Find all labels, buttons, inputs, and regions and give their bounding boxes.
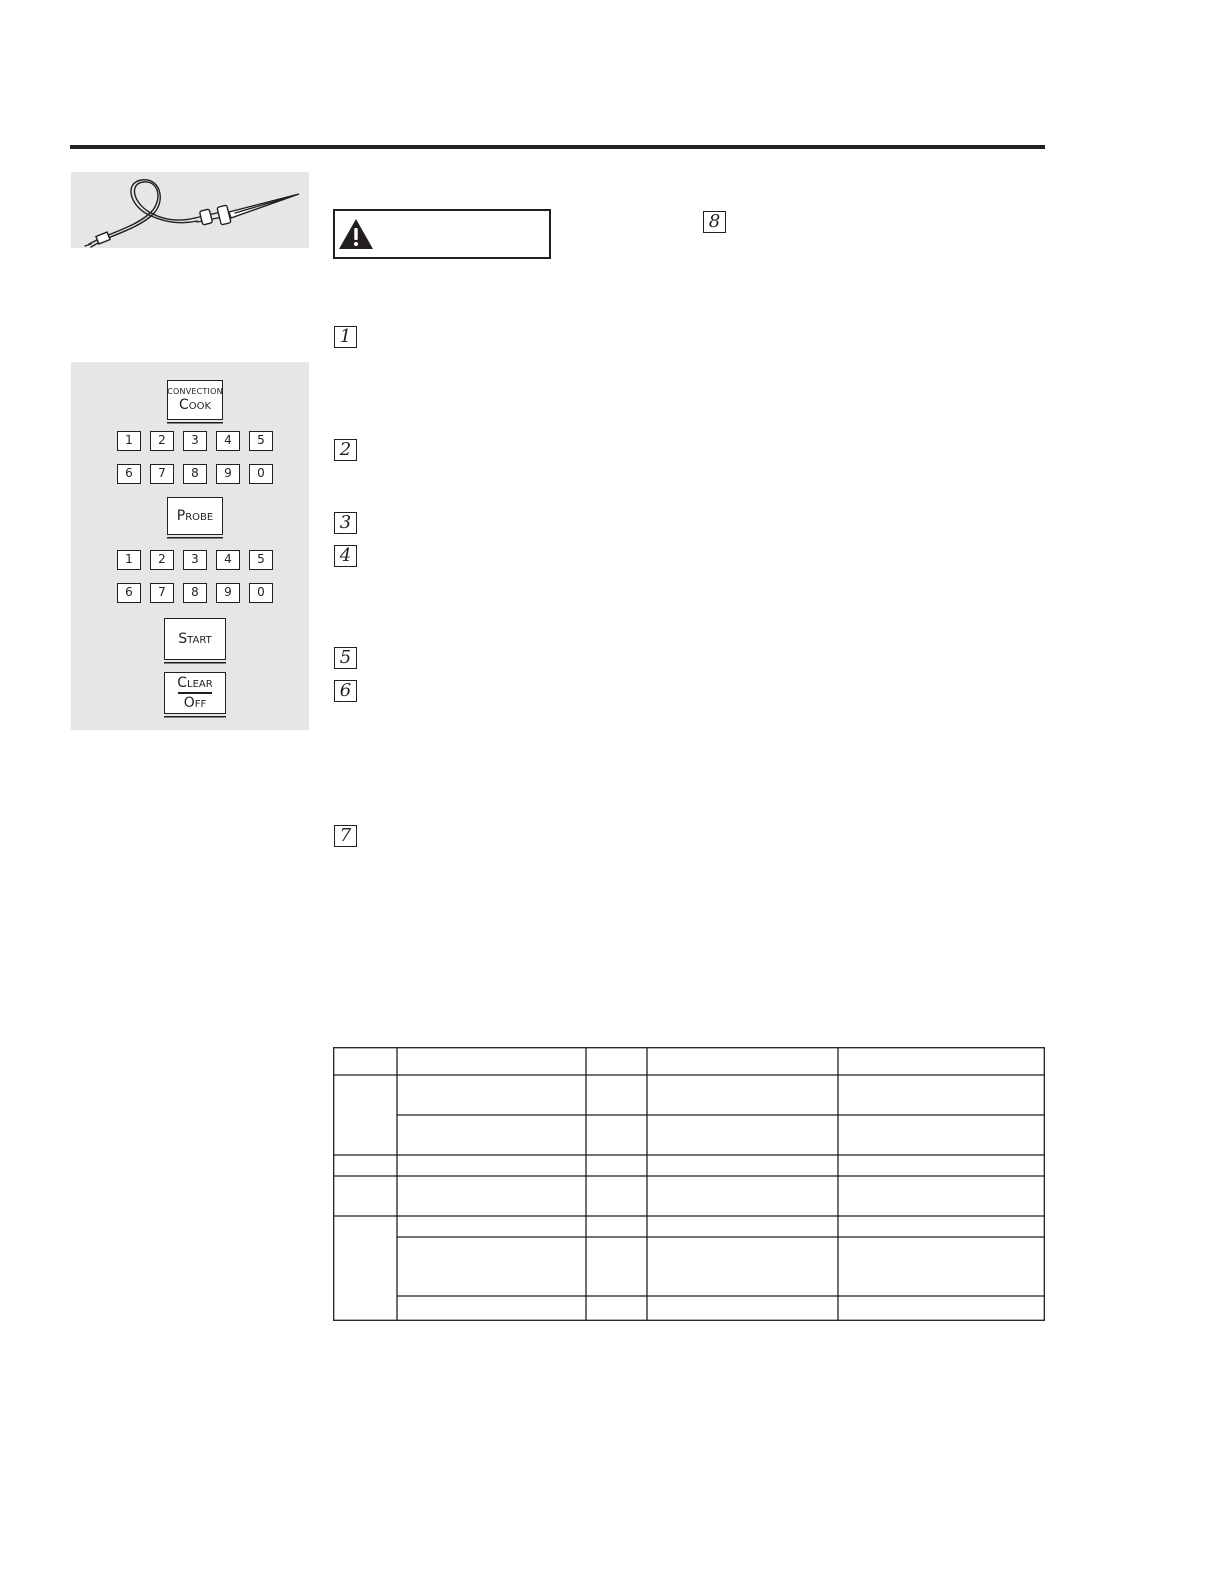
number-key-5[interactable]: 5 [249,550,273,570]
table-grid [333,1047,1045,1321]
number-key-3[interactable]: 3 [183,550,207,570]
off-label: Off [183,694,207,711]
step-marker-4: 4 [334,545,357,567]
probe-button[interactable] [167,497,223,535]
probe-button-label: Probe [176,508,214,524]
number-key-9[interactable]: 9 [216,464,240,484]
number-key-2[interactable]: 2 [150,431,174,451]
clear-label: Clear [177,675,213,692]
convection-cook-large-label: Cook [178,397,212,413]
number-key-7[interactable]: 7 [150,464,174,484]
warning-triangle-icon [338,217,374,251]
header-rule [70,145,1045,149]
number-key-1[interactable]: 1 [117,431,141,451]
probe-illustration-panel [71,172,309,248]
number-key-6[interactable]: 6 [117,464,141,484]
number-key-8[interactable]: 8 [183,464,207,484]
convection-cook-button[interactable] [167,380,223,420]
data-table [333,1047,1045,1321]
number-key-1[interactable]: 1 [117,550,141,570]
number-key-5[interactable]: 5 [249,431,273,451]
number-key-9[interactable]: 9 [216,583,240,603]
number-key-3[interactable]: 3 [183,431,207,451]
number-key-6[interactable]: 6 [117,583,141,603]
number-key-4[interactable]: 4 [216,550,240,570]
step-marker-6: 6 [334,680,357,702]
clear-off-divider [178,692,212,694]
convection-cook-small-label: CONVECTION [167,387,223,396]
temperature-probe-icon [71,172,309,248]
clear-off-button[interactable] [164,672,226,714]
start-button-label: Start [178,631,212,647]
step-marker-8: 8 [703,211,726,233]
number-key-2[interactable]: 2 [150,550,174,570]
number-key-0[interactable]: 0 [249,583,273,603]
number-key-7[interactable]: 7 [150,583,174,603]
step-marker-3: 3 [334,512,357,534]
start-button[interactable] [164,618,226,660]
step-marker-1: 1 [334,326,357,348]
number-key-0[interactable]: 0 [249,464,273,484]
number-key-4[interactable]: 4 [216,431,240,451]
number-key-8[interactable]: 8 [183,583,207,603]
step-marker-7: 7 [334,825,357,847]
keypad-panel [71,362,309,730]
step-marker-5: 5 [334,647,357,669]
step-marker-2: 2 [334,439,357,461]
warning-notice-box [333,209,551,259]
